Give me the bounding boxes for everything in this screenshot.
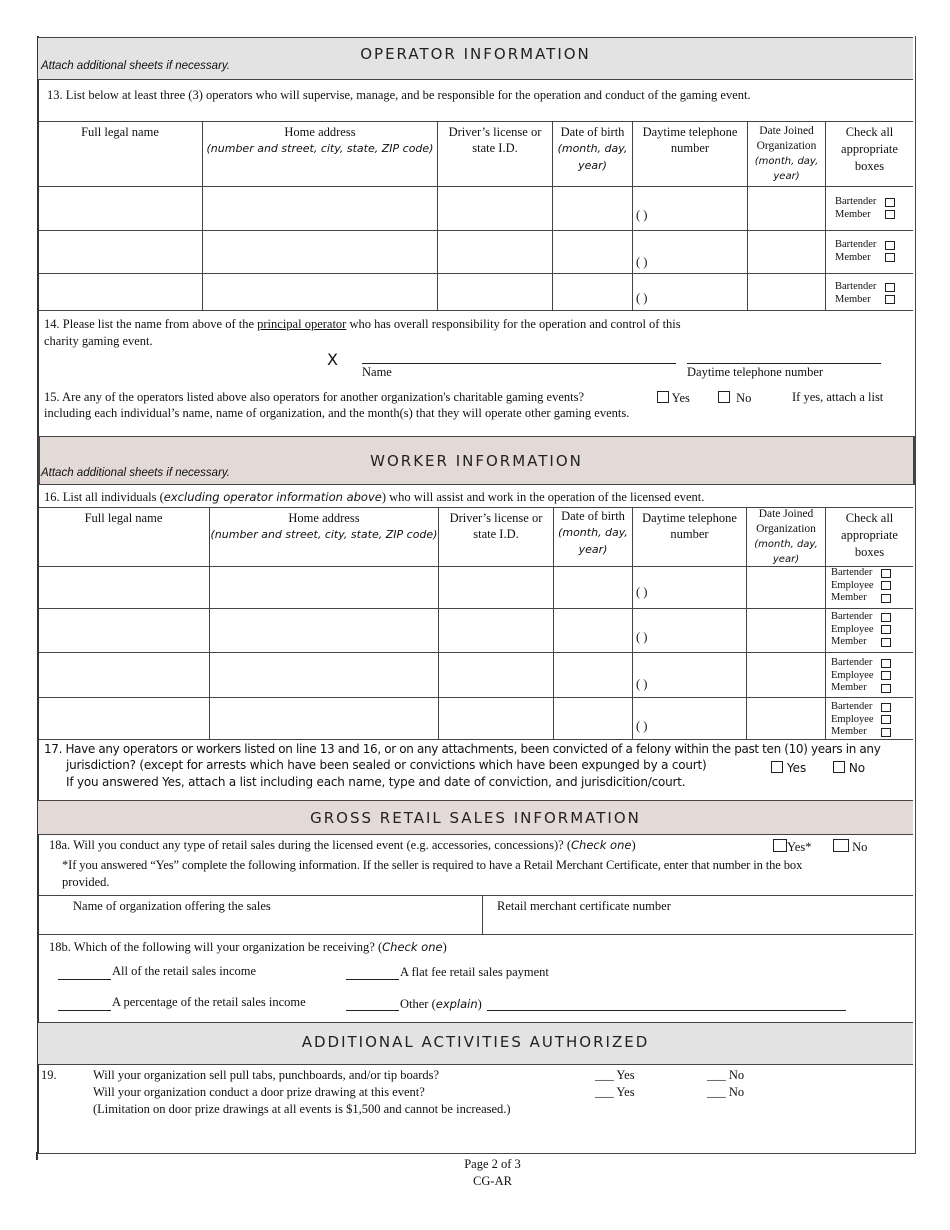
worker-row-2-checks bbox=[831, 611, 891, 649]
q17-yes-option[interactable] bbox=[771, 761, 806, 775]
rule bbox=[38, 273, 913, 274]
gross-sales-section-title: GROSS RETAIL SALES INFORMATION bbox=[310, 808, 641, 827]
opt-other-blank[interactable] bbox=[346, 1010, 399, 1011]
label: 14. Please list the name from above of the bbox=[44, 317, 258, 331]
label: 18a. Will you conduct any type of retail sales during the licensed event (e.g. accessories, concessions)? ( bbox=[49, 838, 572, 852]
operator-phone-2[interactable]: ( ) bbox=[636, 255, 648, 269]
member-checkbox[interactable] bbox=[885, 295, 895, 304]
q19-question-b: Will your organization conduct a door prize drawing at this event? bbox=[93, 1085, 425, 1099]
rule bbox=[38, 697, 913, 698]
label: appropriate bbox=[841, 142, 898, 156]
label: (number and street, city, state, ZIP code) bbox=[206, 142, 434, 155]
member-checkbox[interactable] bbox=[881, 728, 891, 737]
label: Member bbox=[831, 636, 867, 647]
org-name-label: Name of organization offering the sales bbox=[73, 899, 271, 913]
label: (number and street, city, state, ZIP code) bbox=[210, 528, 438, 541]
operator-row-1-checks bbox=[835, 196, 895, 221]
additional-activities-title: ADDITIONAL ACTIVITIES AUTHORIZED bbox=[301, 1032, 650, 1051]
col-full-name bbox=[38, 510, 209, 526]
employee-checkbox[interactable] bbox=[881, 715, 891, 724]
label: number bbox=[670, 527, 709, 541]
q14-text bbox=[44, 316, 681, 333]
q17-text-3: If you answered Yes, attach a list including each name, type and date of conviction, and jurisdicition/court. bbox=[66, 775, 686, 789]
employee-checkbox[interactable] bbox=[881, 581, 891, 590]
bartender-checkbox[interactable] bbox=[885, 283, 895, 292]
bartender-checkbox[interactable] bbox=[885, 198, 895, 207]
label: Employee bbox=[831, 713, 874, 725]
col-date-joined bbox=[748, 124, 825, 184]
operator-row-3-checks bbox=[835, 281, 895, 306]
col-divider bbox=[482, 895, 483, 934]
label: year) bbox=[772, 554, 800, 565]
q19-note: (Limitation on door prize drawings at all events is $1,500 and cannot be increased.) bbox=[93, 1102, 511, 1116]
label: Full legal name bbox=[84, 511, 163, 525]
label: Bartender bbox=[831, 701, 873, 712]
label: Member bbox=[831, 592, 867, 603]
operator-phone-1[interactable]: ( ) bbox=[636, 208, 648, 222]
page-number: Page 2 of 3 bbox=[464, 1157, 521, 1171]
rule bbox=[38, 186, 913, 187]
signature-x-mark: X bbox=[327, 350, 338, 369]
col-dob bbox=[553, 124, 632, 174]
opt-flat-label: A flat fee retail sales payment bbox=[400, 965, 549, 979]
label: ) who will assist and work in the operation of the licensed event. bbox=[381, 490, 705, 504]
q13-text: 13. List below at least three (3) operators who will supervise, manage, and be responsible for the operation and conduct of the gaming event. bbox=[47, 88, 751, 102]
q15-no-option[interactable] bbox=[718, 391, 751, 406]
operator-row-2-checks bbox=[835, 239, 895, 264]
q18a-yes-option[interactable] bbox=[773, 839, 811, 855]
label: Bartender bbox=[831, 657, 873, 668]
rule bbox=[38, 934, 913, 935]
col-dob bbox=[554, 508, 632, 558]
member-checkbox[interactable] bbox=[885, 253, 895, 262]
q15-yes-option[interactable] bbox=[657, 391, 690, 406]
worker-phone-1[interactable]: ( ) bbox=[636, 585, 648, 599]
label: (month, day, bbox=[558, 526, 628, 539]
q19b-no-option[interactable]: ___ No bbox=[707, 1085, 745, 1099]
org-name-field[interactable] bbox=[40, 916, 480, 932]
label: Employee bbox=[831, 669, 874, 681]
label: year) bbox=[773, 171, 800, 182]
q17-no-checkbox[interactable] bbox=[833, 761, 845, 773]
label: Bartender bbox=[831, 611, 873, 622]
label: explain bbox=[435, 997, 478, 1011]
q18a-no-checkbox[interactable] bbox=[833, 839, 849, 852]
q17-yes-checkbox[interactable] bbox=[771, 761, 783, 773]
label: Date Joined bbox=[759, 125, 814, 137]
col-phone bbox=[633, 510, 746, 542]
label: Member bbox=[835, 251, 871, 263]
worker-phone-4[interactable]: ( ) bbox=[636, 719, 648, 733]
label: boxes bbox=[854, 159, 885, 173]
col-date-joined bbox=[747, 507, 825, 567]
label: Check one bbox=[382, 940, 443, 954]
label: Daytime telephone bbox=[642, 511, 737, 525]
label: state I.D. bbox=[473, 527, 519, 541]
label: state I.D. bbox=[472, 141, 518, 155]
q14-text-2: charity gaming event. bbox=[44, 334, 153, 348]
member-checkbox[interactable] bbox=[881, 684, 891, 693]
opt-all-blank[interactable] bbox=[58, 979, 111, 980]
label: (month, day, bbox=[754, 156, 819, 167]
opt-pct-blank[interactable] bbox=[58, 1010, 111, 1011]
label: No bbox=[848, 761, 866, 775]
rule bbox=[38, 230, 913, 231]
principal-operator-term: principal operator bbox=[257, 317, 347, 331]
worker-row-4-checks bbox=[831, 701, 891, 739]
label: Bartender bbox=[835, 196, 877, 207]
label: Member bbox=[831, 682, 867, 693]
label: Yes bbox=[671, 391, 690, 405]
label: Daytime telephone bbox=[642, 125, 738, 139]
label: Date of birth bbox=[560, 125, 625, 139]
rule bbox=[38, 608, 913, 609]
q18a-no-option[interactable] bbox=[833, 839, 867, 855]
label: ) bbox=[442, 940, 447, 954]
col-check-boxes bbox=[826, 124, 913, 175]
q15-text bbox=[44, 389, 584, 406]
rule bbox=[38, 121, 913, 122]
label: No bbox=[852, 840, 868, 854]
bartender-checkbox[interactable] bbox=[881, 659, 891, 668]
label: Driver’s license or bbox=[448, 125, 542, 139]
q17-text: 17. Have any operators or workers listed on line 13 and 16, or on any attachments, been convicted of a felony within the past ten (10) years in any bbox=[44, 742, 881, 756]
worker-attach-note: Attach additional sheets if necessary. bbox=[41, 467, 231, 479]
form-frame bbox=[37, 36, 916, 1154]
cert-number-label: Retail merchant certificate number bbox=[497, 899, 671, 913]
label: Member bbox=[835, 293, 871, 305]
operator-section-title: OPERATOR INFORMATION bbox=[360, 44, 591, 63]
worker-phone-2[interactable]: ( ) bbox=[636, 630, 648, 644]
label: Bartender bbox=[831, 567, 873, 578]
label: Employee bbox=[831, 579, 874, 591]
label: Member bbox=[831, 726, 867, 737]
label: boxes bbox=[854, 545, 885, 559]
label: excluding operator information above bbox=[163, 490, 382, 504]
opt-all-label: All of the retail sales income bbox=[112, 964, 257, 978]
label: year) bbox=[578, 159, 607, 172]
label: appropriate bbox=[841, 528, 898, 542]
col-full-name bbox=[38, 124, 202, 140]
worker-phone-3[interactable]: ( ) bbox=[636, 677, 648, 691]
q18a-yes-checkbox[interactable] bbox=[773, 839, 787, 852]
member-checkbox[interactable] bbox=[881, 594, 891, 603]
label: (month, day, bbox=[754, 539, 818, 550]
q18b-text bbox=[49, 939, 447, 956]
label: Bartender bbox=[835, 281, 877, 292]
opt-other-label bbox=[400, 996, 482, 1013]
label: Date of birth bbox=[561, 509, 625, 523]
rule bbox=[38, 310, 913, 311]
label: Driver’s license or bbox=[449, 511, 543, 525]
gross-sales-section-header bbox=[38, 800, 913, 835]
q15-text-2: including each individual’s name, name of organization, and the month(s) that they will operate other gaming events. bbox=[44, 406, 630, 420]
phone-label: Daytime telephone number bbox=[687, 365, 824, 379]
label: 15. Are any of the operators listed above also operators for another organization's charitable gaming events? bbox=[44, 390, 585, 404]
label: Home address bbox=[288, 511, 360, 525]
q15-no-checkbox[interactable] bbox=[718, 391, 730, 403]
operator-section-header bbox=[38, 37, 913, 80]
rule bbox=[38, 895, 913, 896]
col-phone bbox=[633, 124, 747, 156]
name-label: Name bbox=[362, 365, 392, 379]
col-check-boxes bbox=[826, 510, 913, 561]
opt-pct-label: A percentage of the retail sales income bbox=[112, 995, 306, 1009]
bartender-checkbox[interactable] bbox=[881, 613, 891, 622]
principal-operator-name-field[interactable] bbox=[362, 363, 676, 364]
label: Full legal name bbox=[81, 125, 159, 139]
worker-row-1-checks bbox=[831, 567, 891, 605]
member-checkbox[interactable] bbox=[881, 638, 891, 647]
label: Organization bbox=[756, 523, 816, 535]
employee-checkbox[interactable] bbox=[881, 625, 891, 634]
label: number bbox=[670, 141, 710, 155]
label: ) bbox=[631, 838, 636, 852]
label: who has overall responsibility for the operation and control of this bbox=[346, 317, 681, 331]
member-checkbox[interactable] bbox=[885, 210, 895, 219]
operator-attach-note: Attach additional sheets if necessary. bbox=[41, 60, 231, 72]
label: Date Joined bbox=[758, 508, 814, 520]
bartender-checkbox[interactable] bbox=[881, 569, 891, 578]
q19b-yes-option[interactable]: ___ Yes bbox=[595, 1085, 635, 1099]
label: 16. List all individuals ( bbox=[44, 490, 164, 504]
q19-number: 19. bbox=[41, 1068, 57, 1082]
opt-flat-blank[interactable] bbox=[346, 979, 399, 980]
q16-text bbox=[44, 489, 704, 506]
label: Check one bbox=[571, 838, 632, 852]
q19a-yes-option[interactable]: ___ Yes bbox=[595, 1068, 635, 1082]
label: (month, day, bbox=[557, 142, 628, 155]
label: Home address bbox=[284, 125, 356, 139]
cert-number-field[interactable] bbox=[485, 916, 910, 932]
label: No bbox=[736, 391, 752, 405]
form-id: CG-AR bbox=[473, 1174, 512, 1188]
label: Check all bbox=[845, 511, 894, 525]
rule bbox=[38, 739, 913, 740]
col-home-address bbox=[203, 124, 437, 157]
label: Organization bbox=[756, 140, 817, 152]
q15-yes-checkbox[interactable] bbox=[657, 391, 669, 403]
label: Yes bbox=[786, 761, 807, 775]
employee-checkbox[interactable] bbox=[881, 671, 891, 680]
q18a-note-2: provided. bbox=[62, 875, 110, 889]
bartender-checkbox[interactable] bbox=[881, 703, 891, 712]
label: Check all bbox=[845, 125, 894, 139]
label: Yes* bbox=[787, 840, 812, 854]
operator-phone-3[interactable]: ( ) bbox=[636, 291, 648, 305]
opt-other-explain-field[interactable] bbox=[487, 1010, 846, 1011]
q18a-note: *If you answered “Yes” complete the following information. If the seller is required to have a Retail Merchant Certificate, enter that number in the box bbox=[62, 858, 803, 872]
label: ) bbox=[477, 997, 482, 1011]
additional-activities-header bbox=[38, 1022, 913, 1065]
col-home-address bbox=[210, 510, 438, 543]
q17-text-2: jurisdiction? (except for arrests which have been sealed or convictions which have been expunged by a court) bbox=[66, 758, 707, 772]
q19-question-a: Will your organization sell pull tabs, punchboards, and/or tip boards? bbox=[93, 1068, 440, 1082]
label: Employee bbox=[831, 623, 874, 635]
label: Other ( bbox=[400, 997, 436, 1011]
q17-no-option[interactable] bbox=[833, 761, 865, 775]
q19a-no-option[interactable]: ___ No bbox=[707, 1068, 745, 1082]
rule bbox=[38, 652, 913, 653]
q15-if-yes: If yes, attach a list bbox=[792, 390, 884, 404]
worker-section-title: WORKER INFORMATION bbox=[370, 452, 583, 470]
label: 18b. Which of the following will your organization be receiving? ( bbox=[49, 940, 383, 954]
q18a-text bbox=[49, 837, 636, 854]
bartender-checkbox[interactable] bbox=[885, 241, 895, 250]
worker-row-3-checks bbox=[831, 657, 891, 695]
label: year) bbox=[578, 543, 608, 556]
label: Bartender bbox=[835, 239, 877, 250]
label: Member bbox=[835, 208, 871, 220]
col-license bbox=[439, 510, 553, 542]
col-license bbox=[438, 124, 552, 156]
